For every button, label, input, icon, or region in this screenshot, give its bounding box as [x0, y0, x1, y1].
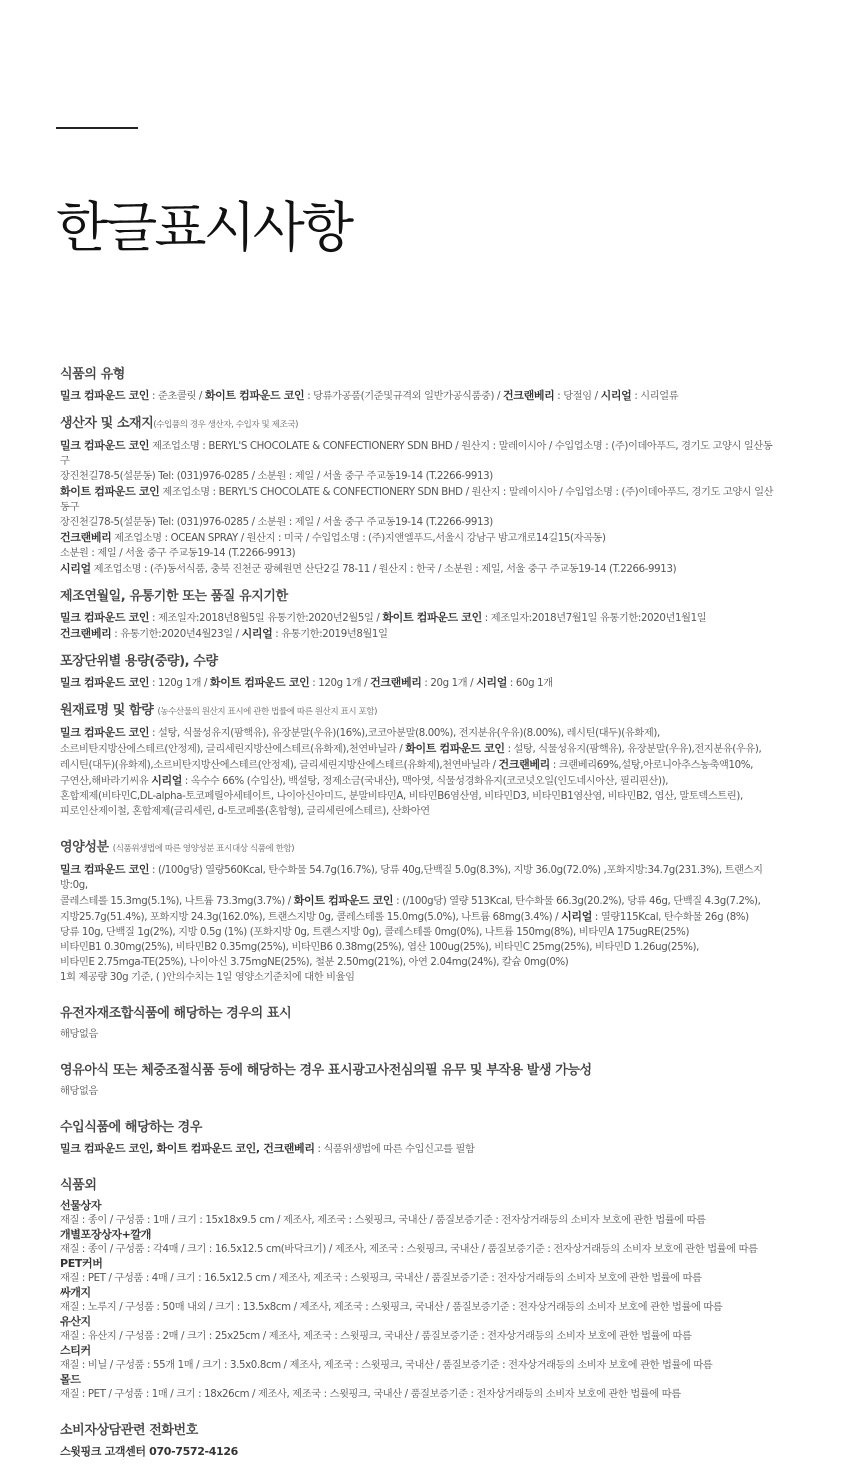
- ingredients-text: 레시틴(대두)(유화제),소르비탄지방산에스테르(안정제), 글리세린지방산에스테르(유화제),천연바닐라 /: [60, 760, 496, 772]
- product-label: 밀크 컴파운드 코인: [60, 726, 150, 740]
- quantity-value: 120g 1개: [318, 678, 362, 690]
- section-heading: 포장단위별 용량(중량), 수량: [60, 654, 218, 670]
- ingredients-line: 소르비탄지방산에스테르(안정제), 글리세린지방산에스테르(유화제),천연바닐라 / 화이트 컴파운드 코인 : 설탕, 식물성유지(팜핵유), 유장분말(우유),전지분유(우유),: [60, 742, 762, 756]
- section-heading: [60, 702, 780, 721]
- nutrition-text: 열량115Kcal, 탄수화물 26g (8%): [600, 912, 749, 924]
- nutrition-line: 당류 10g, 단백질 1g(2%), 지방 0.5g (1%) (포화지방 0g, 트랜스지방 0g), 콜레스테롤 0mg(0%), 나트륨 150mg(8%), 비타민A 175ugRE(25%): [60, 927, 690, 939]
- nutrition-line: 비타민B1 0.30mg(25%), 비타민B2 0.35mg(25%), 비타민B6 0.38mg(25%), 엽산 100ug(25%), 비타민C 25mg(25%), 비타민D 1.26ug(25%),: [60, 942, 700, 954]
- nutrition-line: 지방25.7g(51.4%), 포화지방 24.3g(162.0%), 트랜스지방 0g, 콜레스테롤 15.0mg(5.0%), 나트륨 68mg(3.4%) / 시리얼 : 열량115Kcal, 탄수화물 26g (8%): [60, 910, 749, 924]
- item-name: 스티커: [60, 1344, 91, 1358]
- product-label: 화이트 컴파운드 코인: [209, 676, 310, 690]
- food-type-line: 밀크 컴파운드 코인 : 준초콜릿 / 화이트 컴파운드 코인 : 당류가공품(기준및규격외 일반가공식품중) / 건크랜베리 : 당절임 / 시리얼 : 시리얼류: [60, 389, 679, 402]
- imported-value: 식품위생법에 따른 수입신고를 필함: [323, 1144, 475, 1156]
- item-name: 선물상자: [60, 1199, 102, 1213]
- product-label: 시리얼: [600, 389, 632, 402]
- date-value: 제조일자:2018년8월5일 유통기한:2020년2월5일: [158, 613, 374, 625]
- product-label: 시리얼: [151, 774, 183, 788]
- item-text: 재질 : PET / 구성품 : 4매 / 크기 : 16.5x12.5 cm / 제조사, 제조국 : 스윗핑크, 국내산 / 품질보증기준 : 전자상거래등의 소비자 보호에 관한 법률에 따름: [60, 1273, 702, 1285]
- producer-line: 소분원 : 제일 / 서울 중구 주교동19-14 (T.2266-9913): [60, 548, 296, 560]
- nutrition-text: (/100g당) 열량 513Kcal, 탄수화물 66.3g(20.2%), 당류 46g, 단백질 4.3g(7.2%),: [402, 896, 761, 908]
- product-label: 화이트 컴파운드 코인: [405, 742, 505, 756]
- product-label: 건크랜베리: [498, 758, 550, 772]
- product-label: 시리얼: [60, 562, 91, 576]
- ingredients-line: 레시틴(대두)(유화제),소르비탄지방산에스테르(안정제), 글리세린지방산에스테르(유화제),천연바닐라 / 건크랜베리 : 크랜베리69%,설탕,아로니아추스농축액10%,: [60, 758, 754, 772]
- infant-value: 해당없음: [60, 1086, 98, 1098]
- section-heading: [60, 415, 780, 434]
- ingredients-line: 피로인산제이철, 혼합제제(글리세린, d-토코페롤(혼합형), 글리세린에스테르), 산화아연: [60, 806, 430, 818]
- section-heading: 영유아식 또는 체중조절식품 등에 해당하는 경우 표시광고사전심의필 유무 및 부작용 발생 가능성: [60, 1063, 592, 1079]
- section-heading: 유전자재조합식품에 해당하는 경우의 표시: [60, 1006, 292, 1022]
- section-imported: [60, 1119, 780, 1157]
- product-label: 건크랜베리: [60, 627, 112, 641]
- section-infant: [60, 1062, 780, 1099]
- section-dates: [60, 588, 780, 642]
- date-value: 제조일자:2018년7월1일 유통기한:2020년1월1일: [490, 613, 707, 625]
- product-label: 밀크 컴파운드 코인: [60, 676, 150, 690]
- product-label: 밀크 컴파운드 코인: [60, 439, 150, 453]
- ingredients-text: 설탕, 식물성유지(팜핵유), 유장분말(우유)(16%),코코아분말(8.00%), 전지분유(우유)(8.00%), 레시틴(대두)(유화제),: [158, 728, 660, 740]
- product-label: 건크랜베리: [503, 389, 555, 402]
- nutrition-line: 밀크 컴파운드 코인 : (/100g당) 열량560Kcal, 탄수화물 54.7g(16.7%), 당류 40g,단백질 5.0g(8.3%), 지방 36.0g(72.0%) ,포화지방:34.7g(231.3%), 트랜스지방:0g,: [60, 863, 763, 892]
- quantity-value: 20g 1개: [430, 678, 468, 690]
- item-name: 개별포장상자+깔개: [60, 1228, 152, 1242]
- product-value: 당절임: [563, 391, 592, 402]
- ingredients-text: 구연산,해바라기씨유: [60, 776, 149, 788]
- nutrition-line: 비타민E 2.75mga-TE(25%), 나이아신 3.75mgNE(25%), 철분 2.50mg(21%), 아연 2.04mg(24%), 칼슘 0mg(0%): [60, 957, 569, 969]
- item-text: 재질 : 유산지 / 구성품 : 2매 / 크기 : 25x25cm / 제조사, 제조국 : 스윗핑크, 국내산 / 품질보증기준 : 전자상거래등의 소비자 보호에 관한 법률에 따름: [60, 1331, 692, 1343]
- contact-phone: 스윗핑크 고객센터 070-7572-4126: [60, 1445, 238, 1459]
- producer-line: [60, 530, 780, 546]
- producer-text: 제조업소명 : BERYL'S CHOCOLATE & CONFECTIONERY SDN BHD / 원산지 : 말레이시아 / 수입업소명 : (주)이데아푸드, 경기도 고양시 일산동구: [60, 441, 773, 468]
- item-name: 싸개지: [60, 1286, 91, 1300]
- ingredients-line: 밀크 컴파운드 코인 : 설탕, 식물성유지(팜핵유), 유장분말(우유)(16%),코코아분말(8.00%), 전지분유(우유)(8.00%), 레시틴(대두)(유화제),: [60, 726, 660, 740]
- section-heading: 제조연월일, 유통기한 또는 품질 유지기한: [60, 589, 288, 605]
- product-label: 시리얼: [561, 910, 592, 924]
- item-name: 유산지: [60, 1315, 91, 1329]
- section-heading: 소비자상담관련 전화번호: [60, 1423, 198, 1439]
- heading-note: (수입품의 경우 생산자, 수입자 및 제조국): [153, 420, 298, 431]
- ingredients-text: 크랜베리69%,설탕,아로니아추스농축액10%,: [558, 760, 754, 772]
- section-producer: [60, 415, 780, 577]
- producer-line: [60, 484, 780, 515]
- heading-text: 생산자 및 소재지: [60, 416, 154, 432]
- producer-text: 제조업소명 : BERYL'S CHOCOLATE & CONFECTIONERY SDN BHD / 원산지 : 말레이시아 / 수입업소명 : (주)이데아푸드, 경기도 고양시 일산동구: [60, 487, 774, 514]
- ingredients-line: 혼합제제(비타민C,DL-alpha-토코페릴아세테이트, 나이아신아미드, 분말비타민A, 비타민B6염산염, 비타민D3, 비타민B1염산염, 비타민B2, 엽산, 말토덱스트린),: [60, 791, 743, 803]
- nutrition-line: 콜레스테롤 15.3mg(5.1%), 나트륨 73.3mg(3.7%) / 화이트 컴파운드 코인 : (/100g당) 열량 513Kcal, 탄수화물 66.3g(20.2%), 당류 46g, 단백질 4.3g(7.2%),: [60, 894, 761, 908]
- product-value: 준초콜릿: [158, 391, 196, 402]
- gmo-value: 해당없음: [60, 1029, 98, 1041]
- label-content: [60, 366, 780, 1470]
- item-text: 재질 : 비닐 / 구성품 : 55개 1매 / 크기 : 3.5x0.8cm / 제조사, 제조국 : 스윗핑크, 국내산 / 품질보증기준 : 전자상거래등의 소비자 보호에 관한 법률에 따름: [60, 1360, 713, 1372]
- section-heading: 식품의 유형: [60, 367, 125, 382]
- section-food-type: [60, 366, 780, 404]
- quantity-value: 60g 1개: [515, 678, 553, 690]
- section-contact: [60, 1422, 780, 1459]
- product-label: 건크랜베리: [370, 676, 422, 690]
- product-label: 밀크 컴파운드 코인: [60, 611, 150, 625]
- item-text: 재질 : 종이 / 구성품 : 각4매 / 크기 : 16.5x12.5 cm(바닥크기) / 제조사, 제조국 : 스윗핑크, 국내산 / 품질보증기준 : 전자상거래등의 소비자 보호에 관한 법률에 따름: [60, 1244, 758, 1256]
- imported-line: 밀크 컴파운드 코인, 화이트 컴파운드 코인, 건크랜베리 : 식품위생법에 따른 수입신고를 필함: [60, 1142, 475, 1156]
- nutrition-text: 지방25.7g(51.4%), 포화지방 24.3g(162.0%), 트랜스지방 0g, 콜레스테롤 15.0mg(5.0%), 나트륨 68mg(3.4%) /: [60, 912, 559, 924]
- producer-text: 제조업소명 : OCEAN SPRAY / 원산지 : 미국 / 수입업소명 : (주)지앤엘푸드,서울시 강남구 밤고개로14길15(자곡동): [114, 533, 606, 545]
- ingredients-text: 소르비탄지방산에스테르(안정제), 글리세린지방산에스테르(유화제),천연바닐라 /: [60, 744, 403, 756]
- section-heading: [60, 839, 780, 858]
- section-non-food: [60, 1177, 780, 1402]
- item-text: 재질 : 종이 / 구성품 : 1매 / 크기 : 15x18x9.5 cm / 제조사, 제조국 : 스윗핑크, 국내산 / 품질보증기준 : 전자상거래등의 소비자 보호에 관한 법률에 따름: [60, 1215, 706, 1227]
- section-nutrition: [60, 839, 780, 985]
- product-label: 화이트 컴파운드 코인: [293, 894, 394, 908]
- item-text: 재질 : PET / 구성품 : 1매 / 크기 : 18x26cm / 제조사, 제조국 : 스윗핑크, 국내산 / 품질보증기준 : 전자상거래등의 소비자 보호에 관한 법률에 따름: [60, 1389, 681, 1401]
- item-text: 재질 : 노루지 / 구성품 : 50매 내외 / 크기 : 13.5x8cm / 제조사, 제조국 : 스윗핑크, 국내산 / 품질보증기준 : 전자상거래등의 소비자 보호에 관한 법률에 따름: [60, 1302, 723, 1314]
- nutrition-line: 1회 제공량 30g 기준, ( )안의수치는 1일 영양소기준치에 대한 비율임: [60, 972, 355, 984]
- product-label: 화이트 컴파운드 코인: [60, 485, 160, 499]
- item-name: PET커버: [60, 1257, 103, 1271]
- product-label: 화이트 컴파운드 코인: [382, 611, 482, 625]
- product-label: 밀크 컴파운드 코인, 화이트 컴파운드 코인, 건크랜베리: [60, 1142, 315, 1156]
- product-label: 밀크 컴파운드 코인: [60, 863, 150, 877]
- product-label: 시리얼: [476, 676, 507, 690]
- nutrition-text: 콜레스테롤 15.3mg(5.1%), 나트륨 73.3mg(3.7%) /: [60, 896, 291, 908]
- quantity-value: 120g 1개: [158, 678, 202, 690]
- date-value: 유통기한:2020년4월23일: [120, 629, 233, 641]
- product-label: 시리얼: [241, 627, 273, 641]
- ingredients-text: 설탕, 식물성유지(팜핵유), 유장분말(우유),전지분유(우유),: [513, 744, 762, 756]
- product-value: 시리얼류: [640, 391, 679, 402]
- ingredients-text: 옥수수 66% (수입산), 백설탕, 정제소금(국내산), 맥아엿, 식물성경화유지(코코넛오일(인도네시아산, 필리핀산)),: [190, 776, 669, 788]
- quantity-line: 밀크 컴파운드 코인 : 120g 1개 / 화이트 컴파운드 코인 : 120g 1개 / 건크랜베리 : 20g 1개 / 시리얼 : 60g 1개: [60, 676, 553, 690]
- heading-note: (농수산물의 원산지 표시에 관한 법률에 따른 원산지 표시 포함): [157, 707, 378, 718]
- title-rule: [56, 127, 138, 129]
- section-heading: 식품외: [60, 1178, 97, 1194]
- section-heading: 수입식품에 해당하는 경우: [60, 1120, 202, 1136]
- producer-line: 장진천길78-5(설문동) Tel: (031)976-0285 / 소분원 : 제일 / 서울 중구 주교동19-14 (T.2266-9913): [60, 471, 493, 483]
- product-value: 당류가공품(기준및규격외 일반가공식품중): [313, 391, 495, 402]
- date-value: 유통기한:2019년8월1일: [281, 629, 388, 641]
- dates-line: 건크랜베리 : 유통기한:2020년4월23일 / 시리얼 : 유통기한:2019년8월1일: [60, 627, 388, 641]
- nutrition-text: (/100g당) 열량560Kcal, 탄수화물 54.7g(16.7%), 당류 40g,단백질 5.0g(8.3%), 지방 36.0g(72.0%) ,포화지방:34.7g(231.3%), 트랜스지방:0g,: [60, 865, 763, 892]
- producer-text: 제조업소명 : (주)동서식품, 충북 진천군 광혜원면 산단2길 78-11 / 원산지 : 한국 / 소분원 : 제일, 서울 중구 주교동19-14 (T.2266-9913): [93, 564, 677, 576]
- product-label: 화이트 컴파운드 코인: [204, 389, 305, 402]
- section-quantity: [60, 653, 780, 691]
- producer-line: [60, 438, 780, 469]
- item-name: 몰드: [60, 1373, 81, 1387]
- page-title: 한글표시사항: [56, 196, 351, 259]
- producer-line: [60, 561, 780, 577]
- section-ingredients: [60, 702, 780, 819]
- product-label: 건크랜베리: [60, 531, 112, 545]
- dates-line: 밀크 컴파운드 코인 : 제조일자:2018년8월5일 유통기한:2020년2월5일 / 화이트 컴파운드 코인 : 제조일자:2018년7월1일 유통기한:2020년1월1일: [60, 611, 707, 625]
- heading-note: (식품위생법에 따른 영양성분 표시대상 식품에 한함): [112, 844, 295, 855]
- section-gmo: [60, 1005, 780, 1042]
- heading-text: 원재료명 및 함량: [60, 703, 154, 719]
- product-label: 밀크 컴파운드 코인: [60, 389, 150, 402]
- ingredients-line: 구연산,해바라기씨유 시리얼 : 옥수수 66% (수입산), 백설탕, 정제소금(국내산), 맥아엿, 식물성경화유지(코코넛오일(인도네시아산, 필리핀산)),: [60, 774, 669, 788]
- heading-text: 영양성분: [60, 840, 109, 856]
- producer-line: 장진천길78-5(설문동) Tel: (031)976-0285 / 소분원 : 제일 / 서울 중구 주교동19-14 (T.2266-9913): [60, 517, 493, 529]
